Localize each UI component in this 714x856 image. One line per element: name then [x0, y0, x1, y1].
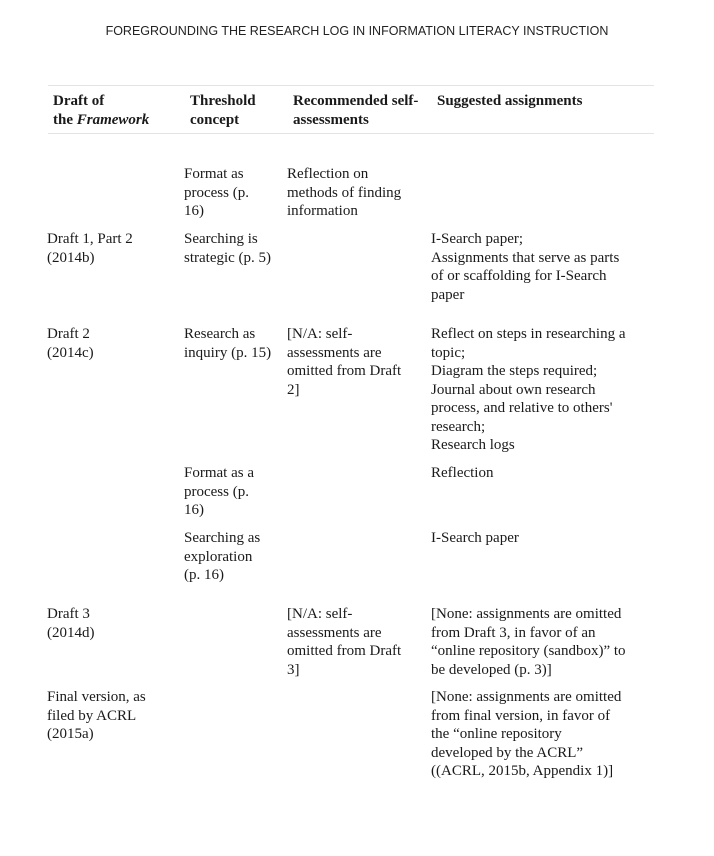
cell-assignments: I-Search paper; Assignments that serve as parts of or scaffolding for I-Search paper	[431, 231, 620, 303]
cell-assignments: [None: assignments are omitted from final version, in favor of the “online repository developed by the ACRL” ((ACRL, 2015b, Appendix 1)]	[431, 689, 622, 779]
cell-draft: Final version, as filed by ACRL (2015a)	[47, 689, 146, 742]
header-draft	[53, 92, 183, 129]
cell-self-assessment: [N/A: self- assessments are omitted from Draft 3]	[287, 606, 402, 678]
cell-assignments: I-Search paper	[431, 530, 519, 546]
table-header-rule	[48, 133, 654, 134]
cell-self-assessment: [N/A: self- assessments are omitted from Draft 2]	[287, 326, 402, 398]
cell-threshold: Searching is strategic (p. 5)	[184, 231, 272, 266]
header-draft-framework: Framework	[76, 111, 150, 128]
cell-threshold: Research as inquiry (p. 15)	[184, 326, 272, 361]
header-draft-line1: Draft of	[53, 93, 105, 109]
cell-draft: Draft 2 (2014c)	[47, 326, 94, 361]
header-draft-prefix: the	[53, 111, 77, 128]
header-self-assessments: Recommended self- assessments	[293, 93, 419, 128]
cell-threshold: Format as process (p. 16)	[184, 166, 249, 219]
header-threshold: Threshold concept	[190, 93, 256, 128]
header-assignments: Suggested assignments	[437, 93, 583, 109]
cell-self-assessment: Reflection on methods of finding information	[287, 166, 402, 219]
table-top-rule	[48, 85, 654, 86]
cell-threshold: Searching as exploration (p. 16)	[184, 530, 261, 583]
running-head: FOREGROUNDING THE RESEARCH LOG IN INFORMATION LITERACY INSTRUCTION	[105, 24, 609, 38]
cell-threshold: Format as a process (p. 16)	[184, 465, 254, 518]
cell-assignments: Reflect on steps in researching a topic; Diagram the steps required; Journal about own research process, and relative to others' research; Research logs	[431, 326, 626, 453]
cell-draft: Draft 1, Part 2 (2014b)	[47, 231, 133, 266]
cell-assignments: [None: assignments are omitted from Draft 3, in favor of an “online repository (sandbox)” to be developed (p. 3)]	[431, 606, 626, 678]
cell-assignments: Reflection	[431, 465, 494, 481]
cell-draft: Draft 3 (2014d)	[47, 606, 95, 641]
